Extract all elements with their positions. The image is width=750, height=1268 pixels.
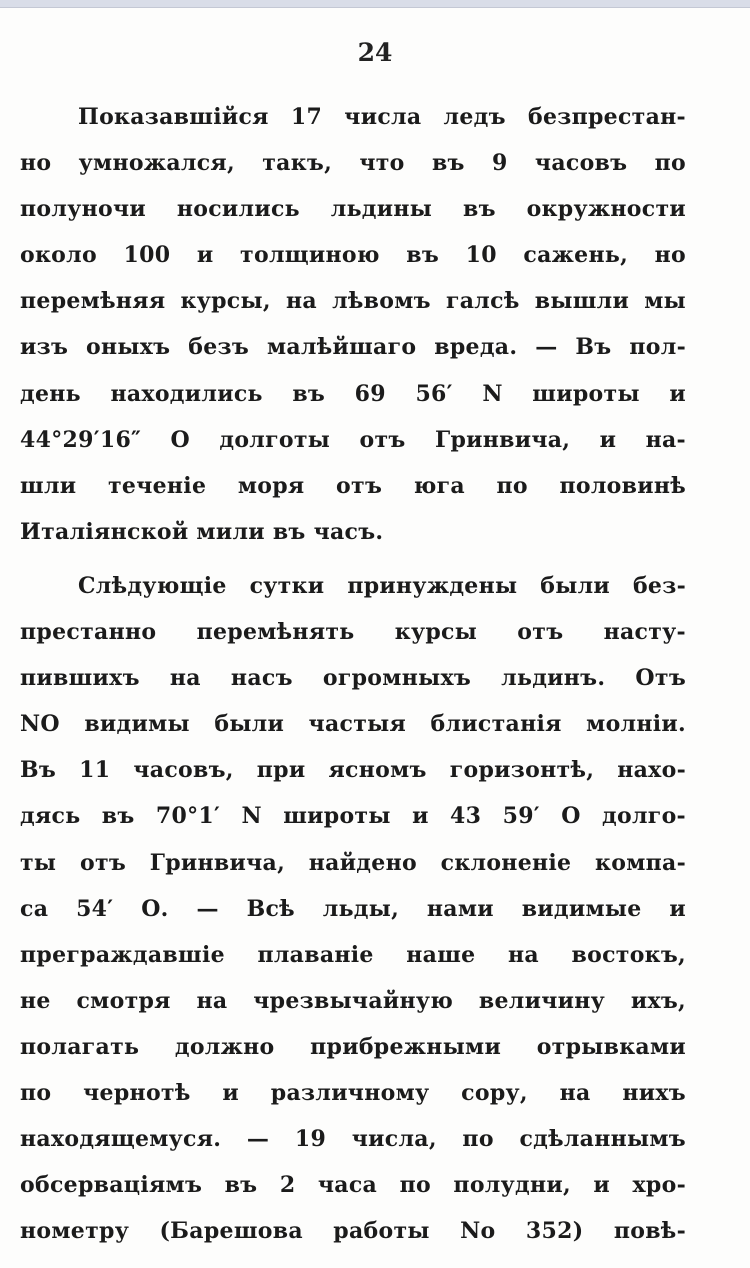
text-line: преграждавшіе плаваніе наше на востокъ,	[20, 941, 686, 968]
text-line: полуночи носились льдины въ окружности	[20, 196, 686, 223]
text-line: Слѣдующіе сутки принуждены были без-	[78, 572, 686, 599]
text-line: NO видимы были частыя блистанія молніи.	[20, 711, 686, 738]
text-line: день находились въ 69 56′ N широты и	[20, 380, 686, 407]
text-line: 44°29′16″ О долготы отъ Гринвича, и на-	[20, 426, 686, 453]
page-text	[20, 94, 686, 1254]
text-line: перемѣняя курсы, на лѣвомъ галсѣ вышли мы	[20, 288, 686, 315]
text-line: Въ 11 часовъ, при ясномъ горизонтѣ, нахо-	[20, 757, 686, 784]
text-line: пившихъ на насъ огромныхъ льдинъ. Отъ	[20, 665, 686, 692]
text-line: обсерваціямъ въ 2 часа по полудни, и хро-	[20, 1172, 686, 1199]
text-line: но умножался, такъ, что въ 9 часовъ по	[20, 150, 686, 177]
text-line: находящемуся. — 19 числа, по сдѣланнымъ	[20, 1126, 686, 1153]
text-line: Италіянской мили въ часъ.	[20, 518, 384, 545]
text-line: по чернотѣ и различному сору, на нихъ	[20, 1079, 686, 1106]
text-line: шли теченіе моря отъ юга по половинѣ	[20, 472, 686, 499]
text-line: изъ оныхъ безъ малѣйшаго вреда. — Въ пол-	[20, 334, 686, 361]
text-line: са 54′ О. — Всѣ льды, нами видимые и	[20, 895, 686, 922]
text-line: нометру (Барешова работы No 352) повѣ-	[20, 1218, 686, 1245]
book-page	[0, 8, 750, 1268]
text-line: полагать должно прибрежными отрывками	[20, 1033, 686, 1060]
paragraph-gap	[20, 555, 686, 563]
text-line: около 100 и толщиною въ 10 сажень, но	[20, 242, 686, 269]
text-line: дясь въ 70°1′ N широты и 43 59′ О долго-	[20, 803, 686, 830]
text-line: Показавшійся 17 числа ледъ безпрестан-	[78, 104, 686, 130]
text-line: ты отъ Гринвича, найдено склоненіе компа-	[20, 849, 686, 876]
text-line: престанно перемѣнять курсы отъ насту-	[20, 619, 686, 646]
page-number: 24	[357, 38, 393, 67]
top-bar	[0, 0, 750, 8]
text-line: не смотря на чрезвычайную величину ихъ,	[20, 987, 686, 1014]
